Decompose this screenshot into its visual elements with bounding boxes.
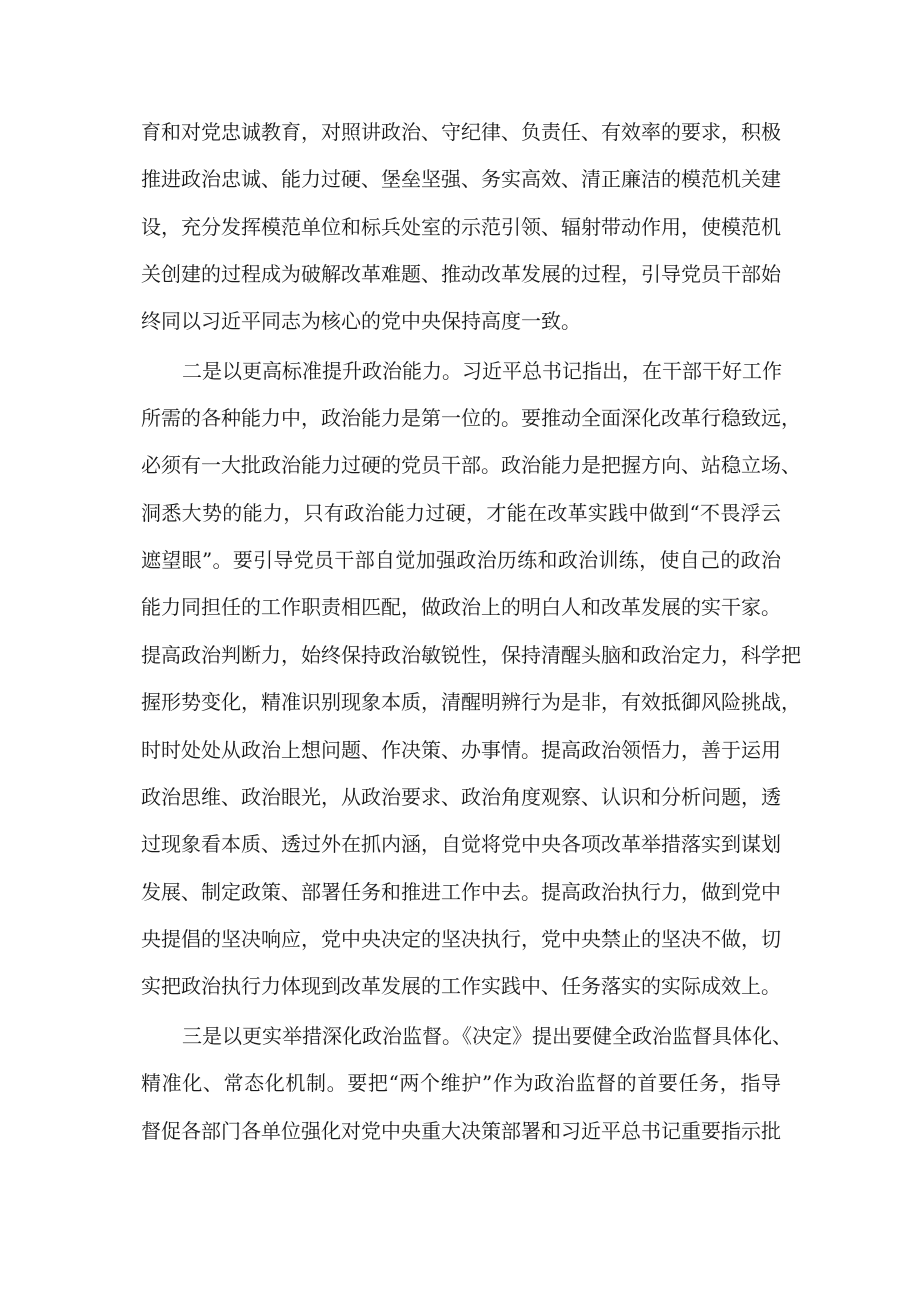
text-line: 终同以习近平同志为核心的党中央保持高度一致。 [141, 309, 581, 333]
text-line: 育和对党忠诚教育，对照讲政治、守纪律、负责任、有效率的要求，积极 [141, 120, 781, 144]
text-line: 督促各部门各单位强化对党中央重大决策部署和习近平总书记重要指示批 [141, 1119, 781, 1143]
text-line: 能力同担任的工作职责相匹配，做政治上的明白人和改革发展的实干家。 [141, 595, 781, 619]
paragraph-first-line: 二是以更高标准提升政治能力。习近平总书记指出，在干部干好工作 [182, 359, 782, 383]
text-line: 关创建的过程成为破解改革难题、推动改革发展的过程，引导党员干部始 [141, 262, 781, 286]
text-line: 推进政治忠诚、能力过硬、堡垒坚强、务实高效、清正廉洁的模范机关建 [141, 167, 781, 191]
text-line: 时时处处从政治上想问题、作决策、办事情。提高政治领悟力，善于运用 [141, 738, 781, 762]
text-line: 精准化、常态化机制。要把“两个维护”作为政治监督的首要任务，指导 [141, 1071, 781, 1095]
text-line: 政治思维、政治眼光，从政治要求、政治角度观察、认识和分析问题，透 [141, 785, 781, 809]
paragraph-first-line: 三是以更实举措深化政治监督。《决定》提出要健全政治监督具体化、 [182, 1024, 792, 1048]
text-line: 提高政治判断力，始终保持政治敏锐性，保持清醒头脑和政治定力，科学把 [141, 643, 801, 667]
text-line: 握形势变化，精准识别现象本质，清醒明辨行为是非，有效抵御风险挑战， [141, 690, 801, 714]
text-line: 发展、制定政策、部署任务和推进工作中去。提高政治执行力，做到党中 [141, 880, 781, 904]
text-line: 过现象看本质、透过外在抓内涵，自觉将党中央各项改革举措落实到谋划 [141, 832, 781, 856]
text-line: 必须有一大批政治能力过硬的党员干部。政治能力是把握方向、站稳立场、 [141, 453, 801, 477]
text-line: 实把政治执行力体现到改革发展的工作实践中、任务落实的实际成效上。 [141, 974, 781, 998]
text-line: 遮望眼”。要引导党员干部自觉加强政治历练和政治训练，使自己的政治 [141, 548, 781, 572]
text-line: 所需的各种能力中，政治能力是第一位的。要推动全面深化改革行稳致远， [141, 406, 801, 430]
text-line: 洞悉大势的能力，只有政治能力过硬，才能在改革实践中做到“不畏浮云 [141, 501, 781, 525]
text-line: 设，充分发挥模范单位和标兵处室的示范引领、辐射带动作用，使模范机 [141, 215, 781, 239]
text-line: 央提倡的坚决响应，党中央决定的坚决执行，党中央禁止的坚决不做，切 [141, 927, 781, 951]
